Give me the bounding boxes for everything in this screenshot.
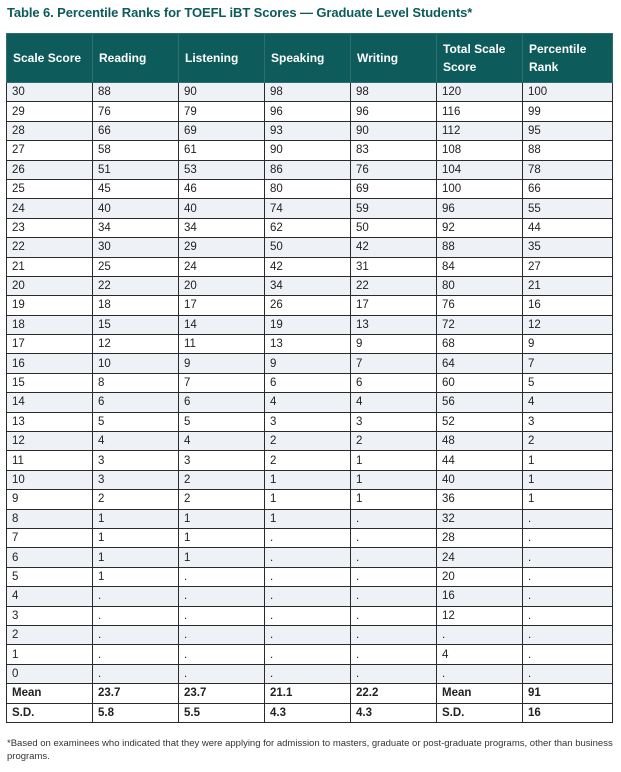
cell-total-scale-score: 24 bbox=[437, 548, 523, 567]
cell-writing: 1 bbox=[351, 451, 437, 470]
cell-total-scale-score: 72 bbox=[437, 315, 523, 334]
cell-reading: 8 bbox=[93, 373, 179, 392]
cell-listening: 46 bbox=[179, 179, 265, 198]
table-row bbox=[7, 373, 613, 392]
cell-total-scale-score: 12 bbox=[437, 606, 523, 625]
cell-listening: . bbox=[179, 645, 265, 664]
cell-total-scale-score: 36 bbox=[437, 490, 523, 509]
cell-scale-score: 30 bbox=[7, 83, 93, 102]
cell-scale-score: 2 bbox=[7, 625, 93, 644]
cell-scale-score: 12 bbox=[7, 432, 93, 451]
cell-total-scale-score: 52 bbox=[437, 412, 523, 431]
cell-percentile-rank: 55 bbox=[523, 199, 613, 218]
cell-writing: 4 bbox=[351, 393, 437, 412]
cell-total-scale-score: 112 bbox=[437, 121, 523, 140]
cell-scale-score: 15 bbox=[7, 373, 93, 392]
cell-total-scale-score: 80 bbox=[437, 276, 523, 295]
cell-listening: 6 bbox=[179, 393, 265, 412]
cell-total-scale-score: 48 bbox=[437, 432, 523, 451]
cell-scale-score: 7 bbox=[7, 528, 93, 547]
cell-listening: 40 bbox=[179, 199, 265, 218]
cell-listening: 1 bbox=[179, 548, 265, 567]
cell-reading: 76 bbox=[93, 102, 179, 121]
cell-scale-score: 0 bbox=[7, 664, 93, 683]
cell-writing: 42 bbox=[351, 238, 437, 257]
cell-writing: 1 bbox=[351, 470, 437, 489]
header-scale-score: Scale Score bbox=[7, 34, 93, 83]
cell-reading: . bbox=[93, 587, 179, 606]
cell-speaking: 1 bbox=[265, 470, 351, 489]
cell-percentile-rank: . bbox=[523, 664, 613, 683]
cell-total-scale-score: 28 bbox=[437, 528, 523, 547]
cell-percentile-rank: 5 bbox=[523, 373, 613, 392]
summary-cell-speaking: 4.3 bbox=[265, 703, 351, 722]
cell-scale-score: 24 bbox=[7, 199, 93, 218]
cell-writing: 9 bbox=[351, 335, 437, 354]
cell-listening: 69 bbox=[179, 121, 265, 140]
cell-percentile-rank: . bbox=[523, 587, 613, 606]
cell-total-scale-score: 4 bbox=[437, 645, 523, 664]
cell-speaking: . bbox=[265, 567, 351, 586]
mean-row bbox=[7, 684, 613, 703]
table-row bbox=[7, 625, 613, 644]
cell-scale-score: 11 bbox=[7, 451, 93, 470]
cell-speaking: 26 bbox=[265, 296, 351, 315]
summary-cell-listening: 23.7 bbox=[179, 684, 265, 703]
cell-percentile-rank: . bbox=[523, 567, 613, 586]
table-row bbox=[7, 296, 613, 315]
cell-speaking: 4 bbox=[265, 393, 351, 412]
cell-reading: 40 bbox=[93, 199, 179, 218]
cell-listening: 2 bbox=[179, 490, 265, 509]
percentile-table bbox=[6, 33, 613, 723]
cell-writing: . bbox=[351, 509, 437, 528]
cell-scale-score: 18 bbox=[7, 315, 93, 334]
summary-cell-writing: 4.3 bbox=[351, 703, 437, 722]
cell-speaking: 98 bbox=[265, 83, 351, 102]
table-row bbox=[7, 238, 613, 257]
cell-scale-score: 4 bbox=[7, 587, 93, 606]
cell-writing: . bbox=[351, 625, 437, 644]
cell-scale-score: 23 bbox=[7, 218, 93, 237]
cell-reading: 10 bbox=[93, 354, 179, 373]
cell-total-scale-score: 68 bbox=[437, 335, 523, 354]
cell-total-scale-score: 88 bbox=[437, 238, 523, 257]
cell-writing: . bbox=[351, 587, 437, 606]
cell-speaking: . bbox=[265, 625, 351, 644]
cell-reading: 1 bbox=[93, 548, 179, 567]
table-row bbox=[7, 587, 613, 606]
cell-writing: . bbox=[351, 528, 437, 547]
cell-total-scale-score: 32 bbox=[437, 509, 523, 528]
cell-percentile-rank: 88 bbox=[523, 141, 613, 160]
cell-listening: 1 bbox=[179, 509, 265, 528]
summary-cell-speaking: 21.1 bbox=[265, 684, 351, 703]
sd-row bbox=[7, 703, 613, 722]
cell-reading: 12 bbox=[93, 335, 179, 354]
cell-speaking: 9 bbox=[265, 354, 351, 373]
footnote: *Based on examinees who indicated that they were applying for admission to masters, graduate or post-graduate programs, other than business programs. bbox=[7, 738, 613, 762]
cell-scale-score: 20 bbox=[7, 276, 93, 295]
cell-reading: 5 bbox=[93, 412, 179, 431]
table-row bbox=[7, 179, 613, 198]
cell-total-scale-score: 16 bbox=[437, 587, 523, 606]
cell-speaking: 74 bbox=[265, 199, 351, 218]
table-body bbox=[7, 83, 613, 723]
cell-total-scale-score: 76 bbox=[437, 296, 523, 315]
cell-percentile-rank: . bbox=[523, 645, 613, 664]
cell-percentile-rank: 99 bbox=[523, 102, 613, 121]
cell-writing: . bbox=[351, 645, 437, 664]
table-row bbox=[7, 509, 613, 528]
cell-scale-score: 1 bbox=[7, 645, 93, 664]
cell-speaking: 80 bbox=[265, 179, 351, 198]
cell-speaking: 34 bbox=[265, 276, 351, 295]
cell-writing: . bbox=[351, 567, 437, 586]
cell-listening: 4 bbox=[179, 432, 265, 451]
cell-reading: 88 bbox=[93, 83, 179, 102]
cell-percentile-rank: 21 bbox=[523, 276, 613, 295]
header-percentile-rank bbox=[523, 34, 613, 83]
table-row bbox=[7, 121, 613, 140]
cell-speaking: . bbox=[265, 664, 351, 683]
summary-cell-reading: 5.8 bbox=[93, 703, 179, 722]
header-percentile-line2: Rank bbox=[529, 60, 559, 74]
cell-scale-score: 14 bbox=[7, 393, 93, 412]
cell-listening: 61 bbox=[179, 141, 265, 160]
table-row bbox=[7, 548, 613, 567]
cell-percentile-rank: 1 bbox=[523, 490, 613, 509]
table-row bbox=[7, 218, 613, 237]
cell-listening: 9 bbox=[179, 354, 265, 373]
cell-listening: 90 bbox=[179, 83, 265, 102]
cell-reading: 6 bbox=[93, 393, 179, 412]
cell-percentile-rank: 9 bbox=[523, 335, 613, 354]
cell-speaking: . bbox=[265, 587, 351, 606]
cell-scale-score: 28 bbox=[7, 121, 93, 140]
cell-reading: 66 bbox=[93, 121, 179, 140]
summary-cell-total-scale-score: S.D. bbox=[437, 703, 523, 722]
cell-reading: 15 bbox=[93, 315, 179, 334]
cell-reading: 30 bbox=[93, 238, 179, 257]
cell-writing: 31 bbox=[351, 257, 437, 276]
cell-listening: 5 bbox=[179, 412, 265, 431]
cell-writing: 98 bbox=[351, 83, 437, 102]
cell-listening: . bbox=[179, 664, 265, 683]
header-writing: Writing bbox=[351, 34, 437, 83]
cell-listening: . bbox=[179, 567, 265, 586]
summary-cell-total-scale-score: Mean bbox=[437, 684, 523, 703]
cell-speaking: 96 bbox=[265, 102, 351, 121]
cell-writing: 1 bbox=[351, 490, 437, 509]
cell-total-scale-score: 108 bbox=[437, 141, 523, 160]
cell-percentile-rank: 1 bbox=[523, 470, 613, 489]
cell-total-scale-score: 20 bbox=[437, 567, 523, 586]
header-reading: Reading bbox=[93, 34, 179, 83]
summary-cell-percentile-rank: 16 bbox=[523, 703, 613, 722]
table-row bbox=[7, 315, 613, 334]
cell-listening: 2 bbox=[179, 470, 265, 489]
cell-speaking: . bbox=[265, 548, 351, 567]
cell-scale-score: 6 bbox=[7, 548, 93, 567]
cell-speaking: 3 bbox=[265, 412, 351, 431]
cell-writing: . bbox=[351, 548, 437, 567]
cell-total-scale-score: 116 bbox=[437, 102, 523, 121]
cell-speaking: . bbox=[265, 645, 351, 664]
cell-reading: 3 bbox=[93, 470, 179, 489]
cell-reading: . bbox=[93, 606, 179, 625]
cell-writing: . bbox=[351, 606, 437, 625]
cell-speaking: 90 bbox=[265, 141, 351, 160]
table-row bbox=[7, 528, 613, 547]
cell-reading: 25 bbox=[93, 257, 179, 276]
table-row bbox=[7, 645, 613, 664]
cell-reading: 34 bbox=[93, 218, 179, 237]
cell-writing: 3 bbox=[351, 412, 437, 431]
cell-reading: 1 bbox=[93, 528, 179, 547]
cell-total-scale-score: 84 bbox=[437, 257, 523, 276]
cell-writing: 6 bbox=[351, 373, 437, 392]
cell-total-scale-score: . bbox=[437, 664, 523, 683]
table-row bbox=[7, 470, 613, 489]
cell-percentile-rank: . bbox=[523, 625, 613, 644]
table-row bbox=[7, 567, 613, 586]
cell-percentile-rank: 44 bbox=[523, 218, 613, 237]
cell-percentile-rank: . bbox=[523, 606, 613, 625]
cell-listening: 7 bbox=[179, 373, 265, 392]
cell-writing: . bbox=[351, 664, 437, 683]
cell-writing: 76 bbox=[351, 160, 437, 179]
cell-reading: . bbox=[93, 645, 179, 664]
cell-writing: 59 bbox=[351, 199, 437, 218]
cell-reading: 45 bbox=[93, 179, 179, 198]
cell-total-scale-score: 96 bbox=[437, 199, 523, 218]
cell-writing: 83 bbox=[351, 141, 437, 160]
cell-percentile-rank: 66 bbox=[523, 179, 613, 198]
cell-scale-score: 29 bbox=[7, 102, 93, 121]
cell-scale-score: 3 bbox=[7, 606, 93, 625]
header-row bbox=[7, 34, 613, 83]
cell-speaking: 50 bbox=[265, 238, 351, 257]
cell-total-scale-score: . bbox=[437, 625, 523, 644]
cell-scale-score: 10 bbox=[7, 470, 93, 489]
cell-percentile-rank: 1 bbox=[523, 451, 613, 470]
cell-reading: . bbox=[93, 664, 179, 683]
cell-percentile-rank: . bbox=[523, 548, 613, 567]
table-row bbox=[7, 664, 613, 683]
cell-total-scale-score: 56 bbox=[437, 393, 523, 412]
cell-reading: 2 bbox=[93, 490, 179, 509]
cell-percentile-rank: 16 bbox=[523, 296, 613, 315]
table-row bbox=[7, 606, 613, 625]
table-row bbox=[7, 102, 613, 121]
cell-reading: 1 bbox=[93, 567, 179, 586]
cell-percentile-rank: . bbox=[523, 509, 613, 528]
cell-listening: 14 bbox=[179, 315, 265, 334]
cell-percentile-rank: 7 bbox=[523, 354, 613, 373]
table-row bbox=[7, 393, 613, 412]
cell-listening: 1 bbox=[179, 528, 265, 547]
cell-listening: 79 bbox=[179, 102, 265, 121]
table-title: Table 6. Percentile Ranks for TOEFL iBT Scores — Graduate Level Students* bbox=[7, 5, 473, 20]
cell-percentile-rank: 95 bbox=[523, 121, 613, 140]
cell-listening: 17 bbox=[179, 296, 265, 315]
table-row bbox=[7, 354, 613, 373]
cell-scale-score: 9 bbox=[7, 490, 93, 509]
cell-speaking: 42 bbox=[265, 257, 351, 276]
cell-percentile-rank: 78 bbox=[523, 160, 613, 179]
cell-total-scale-score: 120 bbox=[437, 83, 523, 102]
cell-writing: 69 bbox=[351, 179, 437, 198]
cell-reading: 18 bbox=[93, 296, 179, 315]
cell-scale-score: 17 bbox=[7, 335, 93, 354]
cell-speaking: 19 bbox=[265, 315, 351, 334]
cell-scale-score: 27 bbox=[7, 141, 93, 160]
cell-reading: 22 bbox=[93, 276, 179, 295]
cell-writing: 50 bbox=[351, 218, 437, 237]
cell-speaking: 13 bbox=[265, 335, 351, 354]
cell-scale-score: 26 bbox=[7, 160, 93, 179]
cell-speaking: 1 bbox=[265, 490, 351, 509]
cell-listening: 53 bbox=[179, 160, 265, 179]
header-total-line1: Total Scale bbox=[443, 42, 506, 56]
header-total-scale-score bbox=[437, 34, 523, 83]
header-percentile-line1: Percentile bbox=[529, 42, 587, 56]
cell-scale-score: 16 bbox=[7, 354, 93, 373]
cell-total-scale-score: 64 bbox=[437, 354, 523, 373]
cell-percentile-rank: . bbox=[523, 528, 613, 547]
cell-reading: . bbox=[93, 625, 179, 644]
cell-percentile-rank: 2 bbox=[523, 432, 613, 451]
cell-scale-score: 8 bbox=[7, 509, 93, 528]
cell-total-scale-score: 60 bbox=[437, 373, 523, 392]
cell-total-scale-score: 40 bbox=[437, 470, 523, 489]
table-row bbox=[7, 276, 613, 295]
cell-percentile-rank: 100 bbox=[523, 83, 613, 102]
cell-reading: 51 bbox=[93, 160, 179, 179]
cell-writing: 96 bbox=[351, 102, 437, 121]
cell-speaking: . bbox=[265, 528, 351, 547]
cell-speaking: 2 bbox=[265, 451, 351, 470]
cell-listening: . bbox=[179, 587, 265, 606]
cell-total-scale-score: 104 bbox=[437, 160, 523, 179]
summary-cell-scale-score: S.D. bbox=[7, 703, 93, 722]
table-row bbox=[7, 199, 613, 218]
cell-listening: . bbox=[179, 625, 265, 644]
cell-total-scale-score: 100 bbox=[437, 179, 523, 198]
cell-writing: 13 bbox=[351, 315, 437, 334]
table-row bbox=[7, 141, 613, 160]
header-total-line2: Score bbox=[443, 60, 477, 74]
table-row bbox=[7, 257, 613, 276]
summary-cell-scale-score: Mean bbox=[7, 684, 93, 703]
cell-listening: . bbox=[179, 606, 265, 625]
cell-writing: 22 bbox=[351, 276, 437, 295]
summary-cell-reading: 23.7 bbox=[93, 684, 179, 703]
header-listening: Listening bbox=[179, 34, 265, 83]
cell-writing: 7 bbox=[351, 354, 437, 373]
cell-reading: 4 bbox=[93, 432, 179, 451]
table-row bbox=[7, 451, 613, 470]
cell-percentile-rank: 3 bbox=[523, 412, 613, 431]
cell-reading: 58 bbox=[93, 141, 179, 160]
cell-speaking: 1 bbox=[265, 509, 351, 528]
cell-scale-score: 25 bbox=[7, 179, 93, 198]
table-row bbox=[7, 160, 613, 179]
cell-scale-score: 22 bbox=[7, 238, 93, 257]
table-row bbox=[7, 432, 613, 451]
table-row bbox=[7, 490, 613, 509]
table-row bbox=[7, 412, 613, 431]
cell-scale-score: 13 bbox=[7, 412, 93, 431]
summary-cell-percentile-rank: 91 bbox=[523, 684, 613, 703]
cell-speaking: . bbox=[265, 606, 351, 625]
table-row bbox=[7, 83, 613, 102]
cell-speaking: 93 bbox=[265, 121, 351, 140]
summary-cell-writing: 22.2 bbox=[351, 684, 437, 703]
cell-reading: 1 bbox=[93, 509, 179, 528]
cell-percentile-rank: 35 bbox=[523, 238, 613, 257]
cell-scale-score: 21 bbox=[7, 257, 93, 276]
cell-speaking: 86 bbox=[265, 160, 351, 179]
cell-listening: 34 bbox=[179, 218, 265, 237]
cell-writing: 2 bbox=[351, 432, 437, 451]
header-speaking: Speaking bbox=[265, 34, 351, 83]
cell-percentile-rank: 12 bbox=[523, 315, 613, 334]
cell-writing: 17 bbox=[351, 296, 437, 315]
cell-listening: 3 bbox=[179, 451, 265, 470]
cell-reading: 3 bbox=[93, 451, 179, 470]
cell-speaking: 62 bbox=[265, 218, 351, 237]
cell-scale-score: 5 bbox=[7, 567, 93, 586]
cell-percentile-rank: 4 bbox=[523, 393, 613, 412]
table-row bbox=[7, 335, 613, 354]
cell-total-scale-score: 92 bbox=[437, 218, 523, 237]
cell-speaking: 6 bbox=[265, 373, 351, 392]
cell-listening: 11 bbox=[179, 335, 265, 354]
cell-listening: 20 bbox=[179, 276, 265, 295]
cell-total-scale-score: 44 bbox=[437, 451, 523, 470]
cell-scale-score: 19 bbox=[7, 296, 93, 315]
summary-cell-listening: 5.5 bbox=[179, 703, 265, 722]
cell-writing: 90 bbox=[351, 121, 437, 140]
cell-listening: 29 bbox=[179, 238, 265, 257]
cell-speaking: 2 bbox=[265, 432, 351, 451]
cell-listening: 24 bbox=[179, 257, 265, 276]
cell-percentile-rank: 27 bbox=[523, 257, 613, 276]
